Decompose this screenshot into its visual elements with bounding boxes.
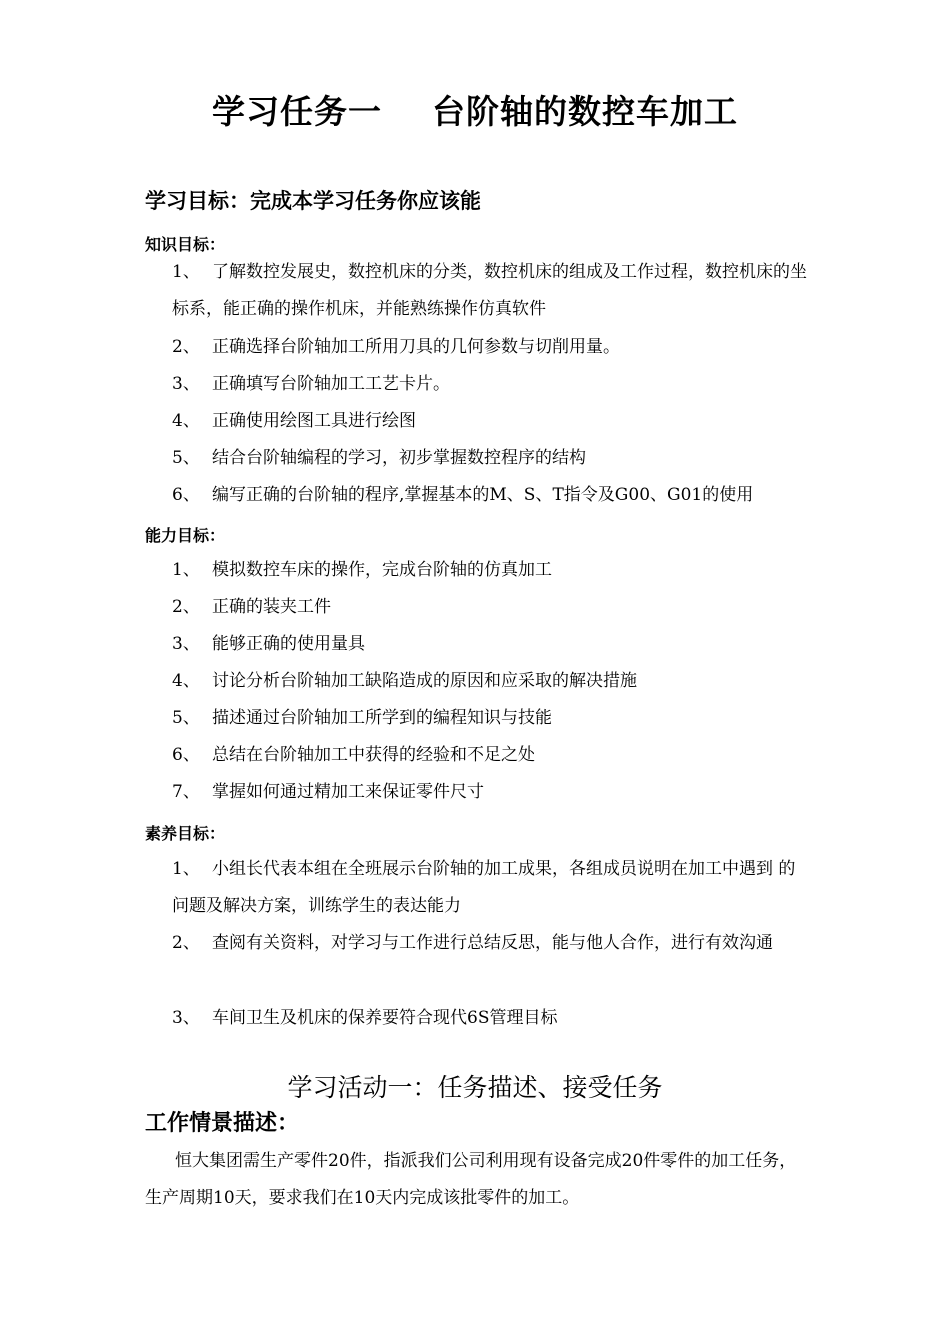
ability-heading: 能力目标： [145, 526, 226, 545]
literacy-heading: 素养目标： [145, 824, 226, 843]
work-scenario-heading: 工作情景描述： [145, 1111, 300, 1136]
knowledge-heading: 知识目标： [145, 235, 226, 254]
ability-item-7: 7、 掌握如何通过精加工来保证零件尺寸 [172, 782, 484, 802]
objectives-heading: 学习目标：完成本学习任务你应该能 [145, 189, 481, 213]
knowledge-item-6: 6、 编写正确的台阶轴的程序,掌握基本的M、S、T指令及G00、G01的使用 [172, 485, 754, 505]
knowledge-item-4: 4、 正确使用绘图工具进行绘图 [172, 411, 416, 431]
work-scenario-paragraph: 恒大集团需生产零件20件，指派我们公司利用现有设备完成20件零件的加工任务，生产周期10天，要求我们在10天内完成该批零件的加工。 [145, 1151, 797, 1208]
literacy-item-3: 3、 车间卫生及机床的保养要符合现代6S管理目标 [172, 1008, 558, 1028]
ability-item-5: 5、 描述通过台阶轴加工所学到的编程知识与技能 [172, 708, 552, 728]
literacy-item-2: 2、 查阅有关资料，对学习与工作进行总结反思，能与他人合作，进行有效沟通 [172, 933, 773, 953]
ability-item-4: 4、 讨论分析台阶轴加工缺陷造成的原因和应采取的解决措施 [172, 671, 637, 691]
ability-item-6: 6、 总结在台阶轴加工中获得的经验和不足之处 [172, 745, 535, 765]
ability-item-3: 3、 能够正确的使用量具 [172, 634, 365, 654]
knowledge-item-2: 2、 正确选择台阶轴加工所用刀具的几何参数与切削用量。 [172, 337, 620, 357]
activity-title: 学习活动一：任务描述、接受任务 [287, 1073, 663, 1102]
literacy-item-1: 1、 小组长代表本组在全班展示台阶轴的加工成果，各组成员说明在加工中遇到 的问题及解决方案，训练学生的表达能力 [172, 859, 796, 916]
knowledge-item-5: 5、 结合台阶轴编程的学习，初步掌握数控程序的结构 [172, 448, 586, 468]
knowledge-item-3: 3、 正确填写台阶轴加工工艺卡片。 [172, 374, 450, 394]
page-title: 学习任务一 台阶轴的数控车加工 [212, 92, 738, 131]
ability-item-2: 2、 正确的装夹工件 [172, 597, 331, 617]
ability-item-1: 1、 模拟数控车床的操作，完成台阶轴的仿真加工 [172, 560, 552, 580]
knowledge-item-1: 1、 了解数控发展史，数控机床的分类，数控机床的组成及工作过程，数控机床的坐标系，能正确的操作机床，并能熟练操作仿真软件 [172, 262, 807, 319]
